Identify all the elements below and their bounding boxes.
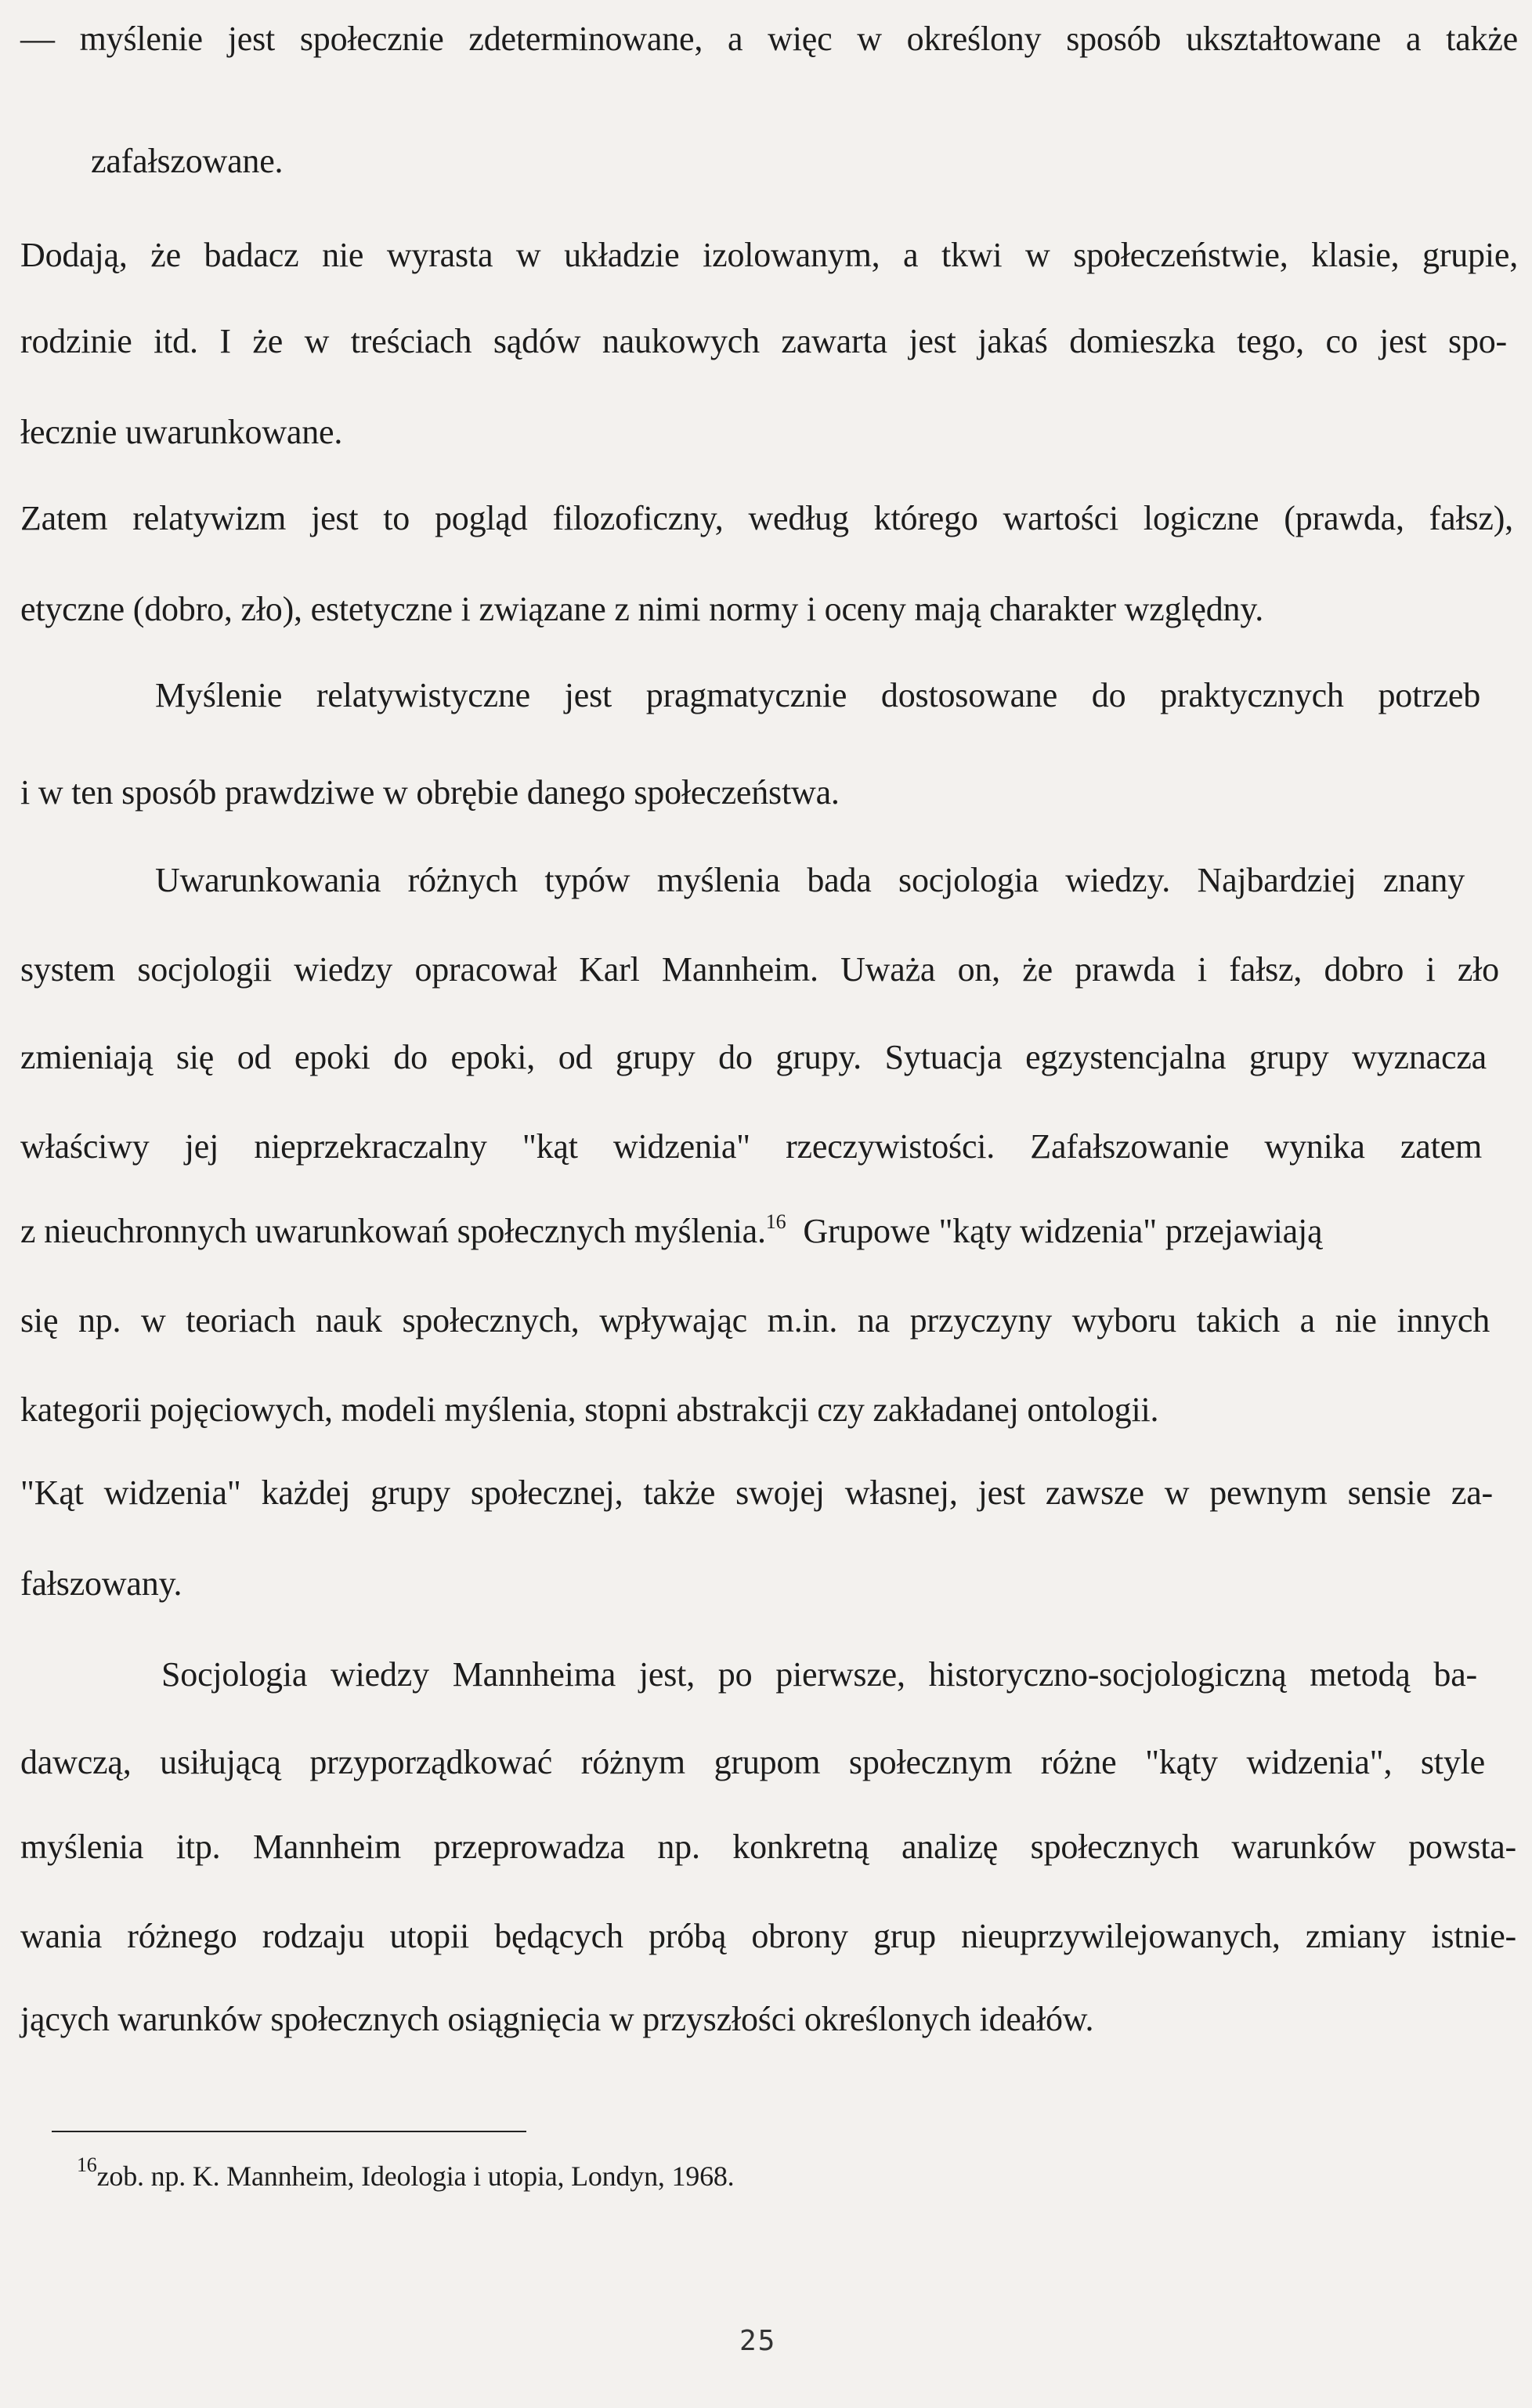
- text-line: Dodają, że badacz nie wyrasta w układzie izolowanym, a tkwi w społeczeństwie, klasie, grupie,: [20, 236, 1518, 274]
- footnote-separator: [52, 2131, 526, 2132]
- page-number: 25: [739, 2325, 777, 2357]
- text-line: fałszowany.: [20, 1564, 182, 1603]
- text-fragment: z nieuchronnych uwarunkowań społecznych myślenia.: [20, 1212, 766, 1250]
- text-line: etyczne (dobro, zło), estetyczne i związane z nimi normy i oceny mają charakter względny.: [20, 590, 1264, 628]
- text-line: Uwarunkowania różnych typów myślenia bada socjologia wiedzy. Najbardziej znany: [155, 861, 1465, 899]
- text-line: rodzinie itd. I że w treściach sądów naukowych zawarta jest jakaś domieszka tego, co jest spo-: [20, 322, 1507, 360]
- text-line: jących warunków społecznych osiągnięcia w przyszłości określonych ideałów.: [20, 2000, 1094, 2038]
- footnote-number: 16: [77, 2153, 97, 2176]
- text-line: Myślenie relatywistyczne jest pragmatycznie dostosowane do praktycznych potrzeb: [155, 676, 1480, 714]
- footnote-text: zob. np. K. Mannheim, Ideologia i utopia, Londyn, 1968.: [96, 2160, 735, 2192]
- text-line: Zatem relatywizm jest to pogląd filozoficzny, według którego wartości logiczne (prawda, fałsz),: [20, 499, 1513, 537]
- text-line: właściwy jej nieprzekraczalny "kąt widzenia" rzeczywistości. Zafałszowanie wynika zatem: [20, 1127, 1482, 1166]
- text-line-with-footnote: [20, 1211, 1479, 1252]
- footnote: [77, 2153, 735, 2196]
- text-line: kategorii pojęciowych, modeli myślenia, stopni abstrakcji czy zakładanej ontologii.: [20, 1390, 1159, 1429]
- text-line: system socjologii wiedzy opracował Karl Mannheim. Uważa on, że prawda i fałsz, dobro i zło: [20, 950, 1499, 989]
- text-fragment: Grupowe "kąty widzenia" przejawiają: [803, 1212, 1323, 1250]
- text-line: dawczą, usiłującą przyporządkować różnym grupom społecznym różne "kąty widzenia", style: [20, 1743, 1485, 1781]
- footnote-reference: 16: [765, 1210, 786, 1233]
- text-line: wania różnego rodzaju utopii będących próbą obrony grup nieuprzywilejowanych, zmiany istnie-: [20, 1917, 1516, 1955]
- text-line: się np. w teoriach nauk społecznych, wpływając m.in. na przyczyny wyboru takich a nie innych: [20, 1301, 1490, 1340]
- text-line: Socjologia wiedzy Mannheima jest, po pierwsze, historyczno-socjologiczną metodą ba-: [161, 1655, 1477, 1694]
- text-line: — myślenie jest społecznie zdeterminowane, a więc w określony sposób ukształtowane a także: [20, 20, 1518, 58]
- text-line: zafałszowane.: [91, 142, 284, 180]
- text-line: "Kąt widzenia" każdej grupy społecznej, także swojej własnej, jest zawsze w pewnym sensie za-: [20, 1473, 1493, 1512]
- text-line: zmieniają się od epoki do epoki, od grupy do grupy. Sytuacja egzystencjalna grupy wyznacza: [20, 1038, 1487, 1076]
- text-line: i w ten sposób prawdziwe w obrębie danego społeczeństwa.: [20, 773, 840, 812]
- text-line: myślenia itp. Mannheim przeprowadza np. konkretną analizę społecznych warunków powsta-: [20, 1828, 1516, 1866]
- text-line: łecznie uwarunkowane.: [20, 413, 343, 451]
